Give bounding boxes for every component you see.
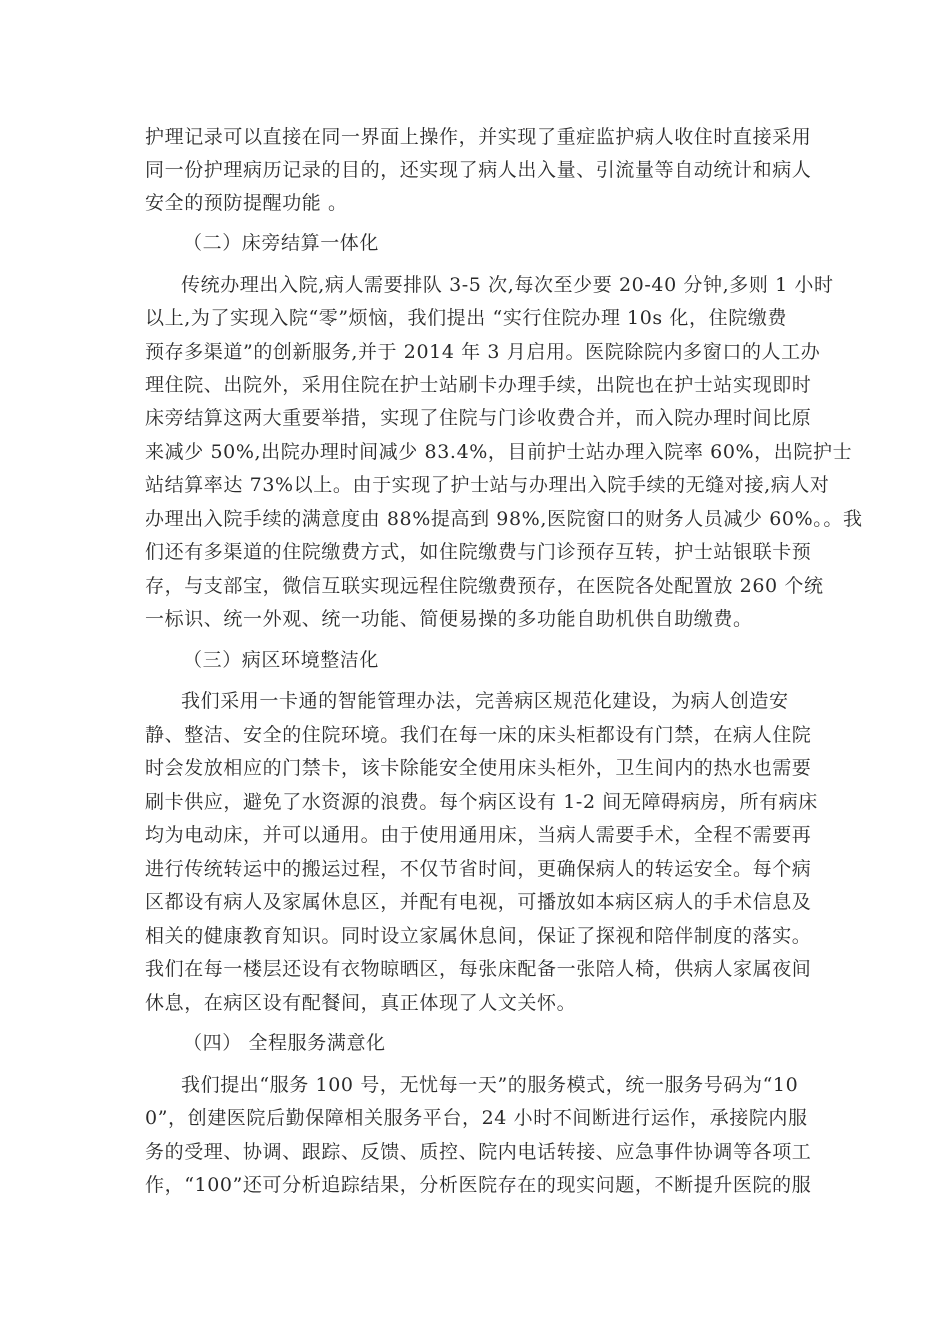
body-text-line: 进行传统转运中的搬运过程，不仅节省时间，更确保病人的转运安全。每个病 xyxy=(145,858,812,880)
body-text-line: 均为电动床，并可以通用。由于使用通用床，当病人需要手术，全程不需要再 xyxy=(145,824,812,846)
body-text-line: 我们提出“服务 100 号，无忧每一天”的服务模式，统一服务号码为“10 xyxy=(181,1074,799,1096)
body-text-line: 护理记录可以直接在同一界面上操作，并实现了重症监护病人收住时直接采用 xyxy=(145,126,812,148)
body-text-line: 我们采用一卡通的智能管理办法，完善病区规范化建设，为病人创造安 xyxy=(181,690,789,712)
body-text-line: 刷卡供应，避免了水资源的浪费。每个病区设有 1-2 间无障碍病房，所有病床 xyxy=(145,791,818,813)
body-text-line: 务的受理、协调、跟踪、反馈、质控、院内电话转接、应急事件协调等各项工 xyxy=(145,1141,812,1163)
body-text-line: 床旁结算这两大重要举措，实现了住院与门诊收费合并，而入院办理时间比原 xyxy=(145,407,812,429)
section-heading: （四） 全程服务满意化 xyxy=(183,1032,386,1054)
body-text-line: 一标识、统一外观、统一功能、简便易操的多功能自助机供自助缴费。 xyxy=(145,608,753,630)
body-text-line: 静、整洁、安全的住院环境。我们在每一床的床头柜都设有门禁，在病人住院 xyxy=(145,724,812,746)
body-text-line: 相关的健康教育知识。同时设立家属休息间，保证了探视和陪伴制度的落实。 xyxy=(145,925,812,947)
body-text-line: 区都设有病人及家属休息区，并配有电视，可播放如本病区病人的手术信息及 xyxy=(145,891,812,913)
section-heading: （三）病区环境整洁化 xyxy=(183,649,380,671)
body-text-line: 0”，创建医院后勤保障相关服务平台，24 小时不间断进行运作，承接院内服 xyxy=(145,1107,808,1129)
body-text-line: 我们在每一楼层还设有衣物晾晒区，每张床配备一张陪人椅，供病人家属夜间 xyxy=(145,958,812,980)
body-text-line: 预存多渠道”的创新服务,并于 2014 年 3 月启用。医院除院内多窗口的人工办 xyxy=(145,341,821,363)
body-text-line: 存，与支部宝，微信互联实现远程住院缴费预存，在医院各处配置放 260 个统 xyxy=(145,575,824,597)
body-text-line: 安全的预防提醒功能 。 xyxy=(145,192,348,214)
section-heading: （二）床旁结算一体化 xyxy=(183,232,380,254)
body-text-line: 办理出入院手续的满意度由 88%提高到 98%,医院窗口的财务人员减少 60%。。我 xyxy=(145,508,863,530)
body-text-line: 作，“100”还可分析追踪结果，分析医院存在的现实问题，不断提升医院的服 xyxy=(145,1174,812,1196)
body-text-line: 时会发放相应的门禁卡，该卡除能安全使用床头柜外，卫生间内的热水也需要 xyxy=(145,757,812,779)
body-text-line: 站结算率达 73%以上。由于实现了护士站与办理出入院手续的无缝对接,病人对 xyxy=(145,474,830,496)
body-text-line: 理住院、出院外，采用住院在护士站刷卡办理手续，出院也在护士站实现即时 xyxy=(145,374,812,396)
body-text-line: 同一份护理病历记录的目的，还实现了病人出入量、引流量等自动统计和病人 xyxy=(145,159,812,181)
body-text-line: 以上,为了实现入院“零”烦恼，我们提出 “实行住院办理 10s 化，住院缴费 xyxy=(145,307,788,329)
body-text-line: 休息，在病区设有配餐间，真正体现了人文关怀。 xyxy=(145,992,577,1014)
body-text-line: 们还有多渠道的住院缴费方式，如住院缴费与门诊预存互转，护士站银联卡预 xyxy=(145,541,812,563)
body-text-line: 传统办理出入院,病人需要排队 3-5 次,每次至少要 20-40 分钟,多则 1 小时 xyxy=(181,274,834,296)
body-text-line: 来减少 50%,出院办理时间减少 83.4%，目前护士站办理入院率 60%，出院护士 xyxy=(145,441,853,463)
